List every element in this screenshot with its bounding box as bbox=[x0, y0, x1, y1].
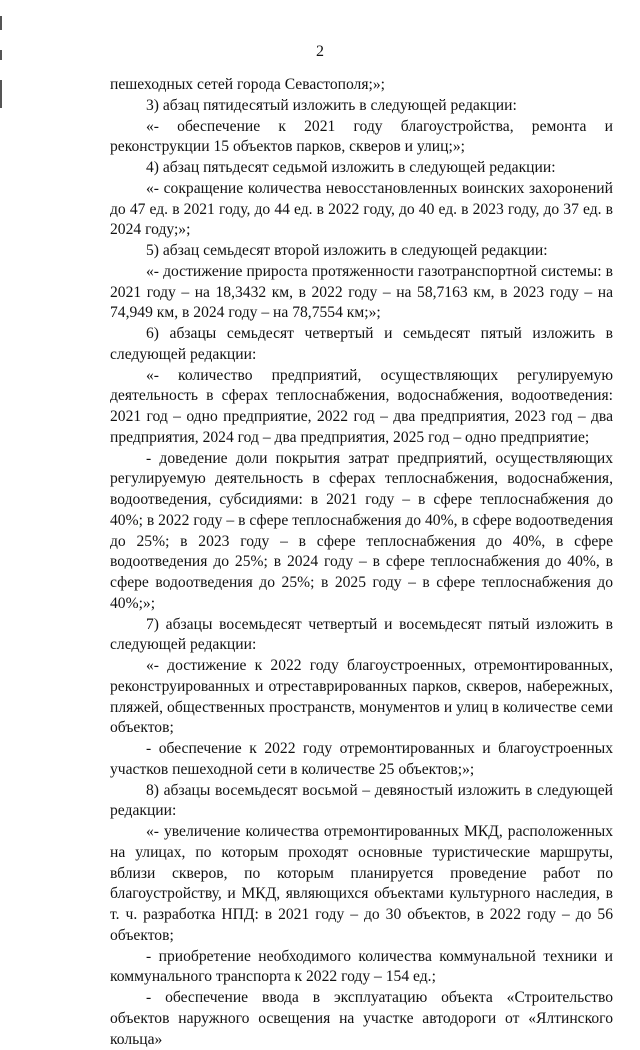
paragraph: 8) абзацы восемьдесят восьмой – девяностый изложить в следующей редакции: bbox=[110, 781, 613, 820]
paragraph: - обеспечение ввода в эксплуатацию объекта «Строительство объектов наружного освещения на участке автодороги от «Ялтинского кольца» bbox=[110, 989, 613, 1048]
paragraph: «- количество предприятий, осуществляющих регулируемую деятельность в сферах теплоснабжения, водоснабжения, водоотведения: 2021 год – одно предприятие, 2022 год – два предприятия, 2023 год – два предприятия, 2024 год – два предприятия, 2025 год – одно предприятие; bbox=[110, 366, 613, 446]
paragraph: - доведение доли покрытия затрат предприятий, осуществляющих регулируемую деятельность в сферах теплоснабжения, водоснабжения, водоотведения, субсидиями: в 2021 году – в сфере теплоснабжения до 40%; в 2022 году – в сфере теплоснабжения до 40%, в сфере водоотведения до 25%; в 2023 году – в сфере теплоснабжения до 40%, в сфере водоотведения до 25%; в 2024 году – в сфере теплоснабжения до 40%, в сфере водоотведения до 25%; в 2025 году – в сфере теплоснабжения до 40%;»; bbox=[110, 449, 613, 612]
paragraph: 6) абзацы семьдесят четвертый и семьдесят пятый изложить в следующей редакции: bbox=[110, 325, 613, 363]
paragraph: «- достижение к 2022 году благоустроенных, отремонтированных, реконструированных и отреставрированных парков, скверов, набережных, пляжей, общественных пространств, монументов и улиц в количестве семи объектов; bbox=[110, 657, 613, 737]
paragraph: «- обеспечение к 2021 году благоустройства, ремонта и реконструкции 15 объектов парков, скверов и улиц;»; bbox=[110, 117, 613, 156]
document-body bbox=[110, 75, 613, 1050]
paragraph: - обеспечение к 2022 году отремонтированных и благоустроенных участков пешеходной сети в количестве 25 объектов;»; bbox=[110, 740, 613, 778]
paragraph: «- увеличение количества отремонтированных МКД, расположенных на улицах, по которым проходят основные туристические маршруты, вблизи скверов, по которым планируется проведение работ по благоустройству, и МКД, являющихся объектами культурного наследия, в т. ч. разработка НПД: в 2021 году – до 30 объектов, в 2022 году – до 56 объектов; bbox=[110, 823, 613, 944]
page-number: 2 bbox=[316, 43, 324, 60]
paragraph: 3) абзац пятидесятый изложить в следующей редакции: bbox=[146, 96, 517, 114]
scan-margin-marks bbox=[0, 16, 4, 116]
paragraph: «- достижение прироста протяженности газотранспортной системы: в 2021 году – на 18,3432 км, в 2022 году – на 58,7163 км, в 2023 году – на 74,949 км, в 2024 году – на 78,7554 км;»; bbox=[110, 262, 613, 322]
paragraph: 5) абзац семьдесят второй изложить в следующей редакции: bbox=[146, 242, 548, 259]
paragraph: 7) абзацы восемьдесят четвертый и восемьдесят пятый изложить в следующей редакции: bbox=[110, 615, 613, 654]
paragraph: - приобретение необходимого количества коммунальной техники и коммунального транспорта к 2022 году – 154 ед.; bbox=[110, 947, 613, 986]
paragraph: пешеходных сетей города Севастополя;»; bbox=[110, 76, 385, 93]
paragraph: 4) абзац пятьдесят седьмой изложить в следующей редакции: bbox=[146, 159, 556, 176]
paragraph: «- сокращение количества невосстановленных воинских захоронений до 47 ед. в 2021 году, до 44 ед. в 2022 году, до 40 ед. в 2023 году, до 37 ед. в 2024 году;»; bbox=[110, 179, 613, 239]
